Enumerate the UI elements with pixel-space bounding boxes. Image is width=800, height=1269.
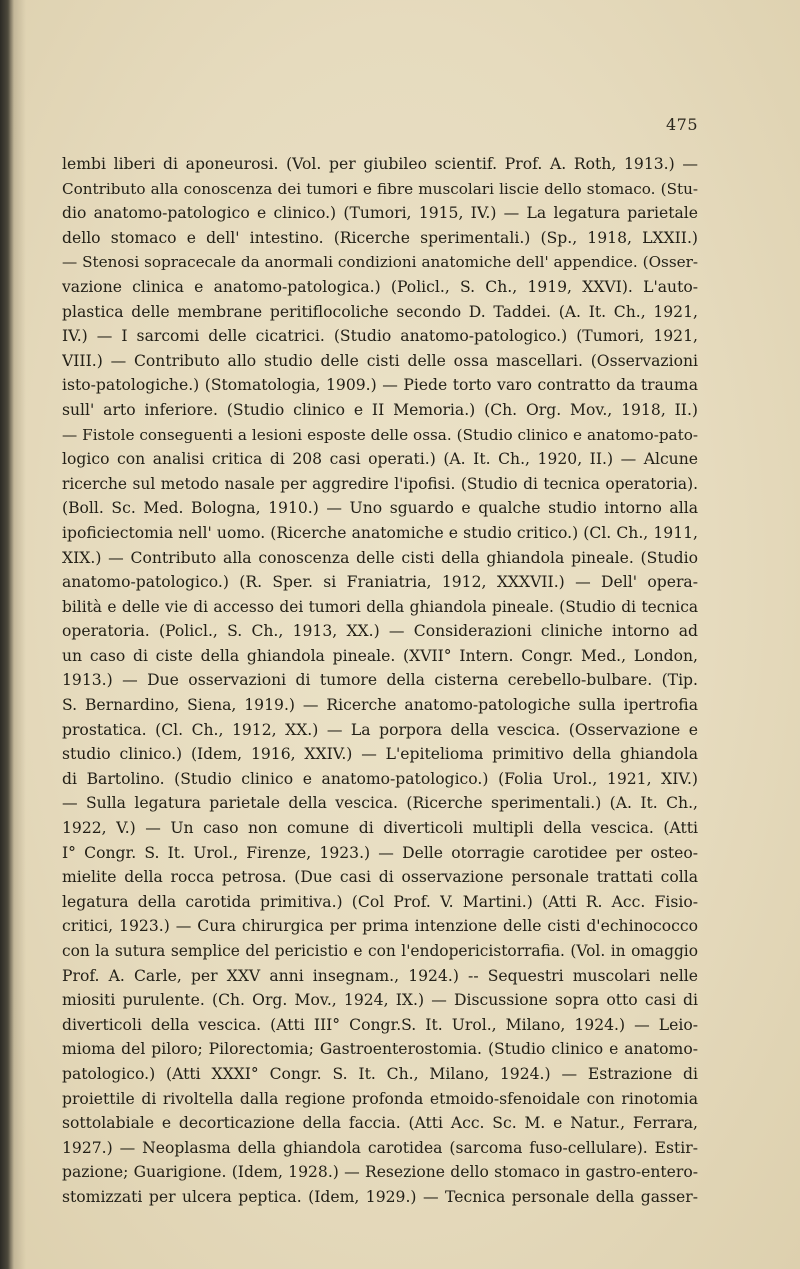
text-line: operatoria. (Policl., S. Ch., 1913, XX.) — Considerazioni cliniche intorno ad	[62, 622, 698, 641]
text-line: mioma del piloro; Pilorectomia; Gastroenterostomia. (Studio clinico e anatomo-	[62, 1040, 698, 1059]
text-line: — Sulla legatura parietale della vescica. (Ricerche sperimentali.) (A. It. Ch.,	[62, 794, 698, 813]
text-line: ipoficiectomia nell' uomo. (Ricerche anatomiche e studio critico.) (Cl. Ch., 1911,	[62, 523, 698, 542]
text-line: 1922, V.) — Un caso non comune di diverticoli multipli della vescica. (Atti	[62, 819, 698, 838]
text-line: — Stenosi sopracecale da anormali condizioni anatomiche dell' appendice. (Osser-	[62, 253, 698, 272]
text-line: diverticoli della vescica. (Atti III° Congr.S. It. Urol., Milano, 1924.) — Leio-	[62, 1015, 698, 1034]
text-line: Prof. A. Carle, per XXV anni insegnam., 1924.) -- Sequestri muscolari nelle	[62, 966, 698, 985]
text-line: XIX.) — Contributo alla conoscenza delle cisti della ghiandola pineale. (Studio	[62, 548, 698, 567]
text-line: sottolabiale e decorticazione della faccia. (Atti Acc. Sc. M. e Natur., Ferrara,	[62, 1114, 698, 1133]
text-line: (Boll. Sc. Med. Bologna, 1910.) — Uno sguardo e qualche studio intorno alla	[62, 499, 698, 518]
text-line: lembi liberi di aponeurosi. (Vol. per giubileo scientif. Prof. A. Roth, 1913.) —	[62, 155, 698, 173]
text-line: — Fistole conseguenti a lesioni esposte delle ossa. (Studio clinico e anatomo-pato-	[62, 425, 698, 444]
bibliography-text-block	[62, 152, 698, 1210]
text-line: 1927.) — Neoplasma della ghiandola carotidea (sarcoma fuso-cellulare). Estir-	[62, 1138, 698, 1157]
text-line: critici, 1923.) — Cura chirurgica per prima intenzione delle cisti d'echinococco	[62, 917, 698, 936]
text-line: isto-patologiche.) (Stomatologia, 1909.) — Piede torto varo contratto da trauma	[62, 376, 698, 395]
text-line: anatomo-patologico.) (R. Sper. si Franiatria, 1912, XXXVII.) — Dell' opera-	[62, 573, 698, 592]
text-line: IV.) — I sarcomi delle cicatrici. (Studio anatomo-patologico.) (Tumori, 1921,	[62, 327, 698, 346]
text-line: S. Bernardino, Siena, 1919.) — Ricerche anatomo-patologiche sulla ipertrofia	[62, 696, 698, 715]
text-line: proiettile di rivoltella dalla regione profonda etmoido-sfenoidale con rinotomia	[62, 1089, 698, 1108]
text-line: VIII.) — Contributo allo studio delle cisti delle ossa mascellari. (Osservazioni	[62, 351, 698, 370]
text-line: vazione clinica e anatomo-patologica.) (Policl., S. Ch., 1919, XXVI). L'auto-	[62, 277, 698, 296]
text-line: Contributo alla conoscenza dei tumori e fibre muscolari liscie dello stomaco. (Stu-	[62, 179, 698, 198]
text-line: di Bartolino. (Studio clinico e anatomo-patologico.) (Folia Urol., 1921, XIV.)	[62, 769, 698, 788]
text-line: patologico.) (Atti XXXI° Congr. S. It. Ch., Milano, 1924.) — Estrazione di	[62, 1064, 698, 1083]
text-line: dio anatomo-patologico e clinico.) (Tumori, 1915, IV.) — La legatura parietale	[62, 204, 698, 223]
text-line: bilità e delle vie di accesso dei tumori della ghiandola pineale. (Studio di tecnica	[62, 597, 698, 616]
text-line: miositi purulente. (Ch. Org. Mov., 1924, IX.) — Discussione sopra otto casi di	[62, 991, 698, 1010]
text-line: un caso di ciste della ghiandola pineale. (XVII° Intern. Congr. Med., London,	[62, 646, 698, 665]
text-line: plastica delle membrane peritiflocoliche secondo D. Taddei. (A. It. Ch., 1921,	[62, 302, 698, 321]
text-line: logico con analisi critica di 208 casi operati.) (A. It. Ch., 1920, II.) — Alcune	[62, 450, 698, 469]
text-line: studio clinico.) (Idem, 1916, XXIV.) — L'epitelioma primitivo della ghiandola	[62, 745, 698, 764]
binding-gutter-shadow	[0, 0, 14, 1269]
text-line: sull' arto inferiore. (Studio clinico e II Memoria.) (Ch. Org. Mov., 1918, II.)	[62, 400, 698, 419]
text-line: con la sutura semplice del pericistio e con l'endopericistorrafia. (Vol. in omaggio	[62, 942, 698, 960]
text-line: prostatica. (Cl. Ch., 1912, XX.) — La porpora della vescica. (Osservazione e	[62, 720, 698, 739]
text-line: dello stomaco e dell' intestino. (Ricerche sperimentali.) (Sp., 1918, LXXII.)	[62, 228, 698, 247]
text-line: 1913.) — Due osservazioni di tumore della cisterna cerebello-bulbare. (Tip.	[62, 671, 698, 690]
text-line: mielite della rocca petrosa. (Due casi di osservazione personale trattati colla	[62, 868, 698, 887]
text-line: ricerche sul metodo nasale per aggredire l'ipofisi. (Studio di tecnica operatoria).	[62, 474, 698, 493]
text-line: legatura della carotida primitiva.) (Col Prof. V. Martini.) (Atti R. Acc. Fisio-	[62, 892, 698, 911]
page-number: 475	[665, 115, 698, 134]
text-line: I° Congr. S. It. Urol., Firenze, 1923.) — Delle otorragie carotidee per osteo-	[62, 843, 698, 862]
text-line: pazione; Guarigione. (Idem, 1928.) — Resezione dello stomaco in gastro-entero-	[62, 1163, 698, 1182]
text-line: stomizzati per ulcera peptica. (Idem, 1929.) — Tecnica personale della gasser-	[62, 1187, 698, 1206]
